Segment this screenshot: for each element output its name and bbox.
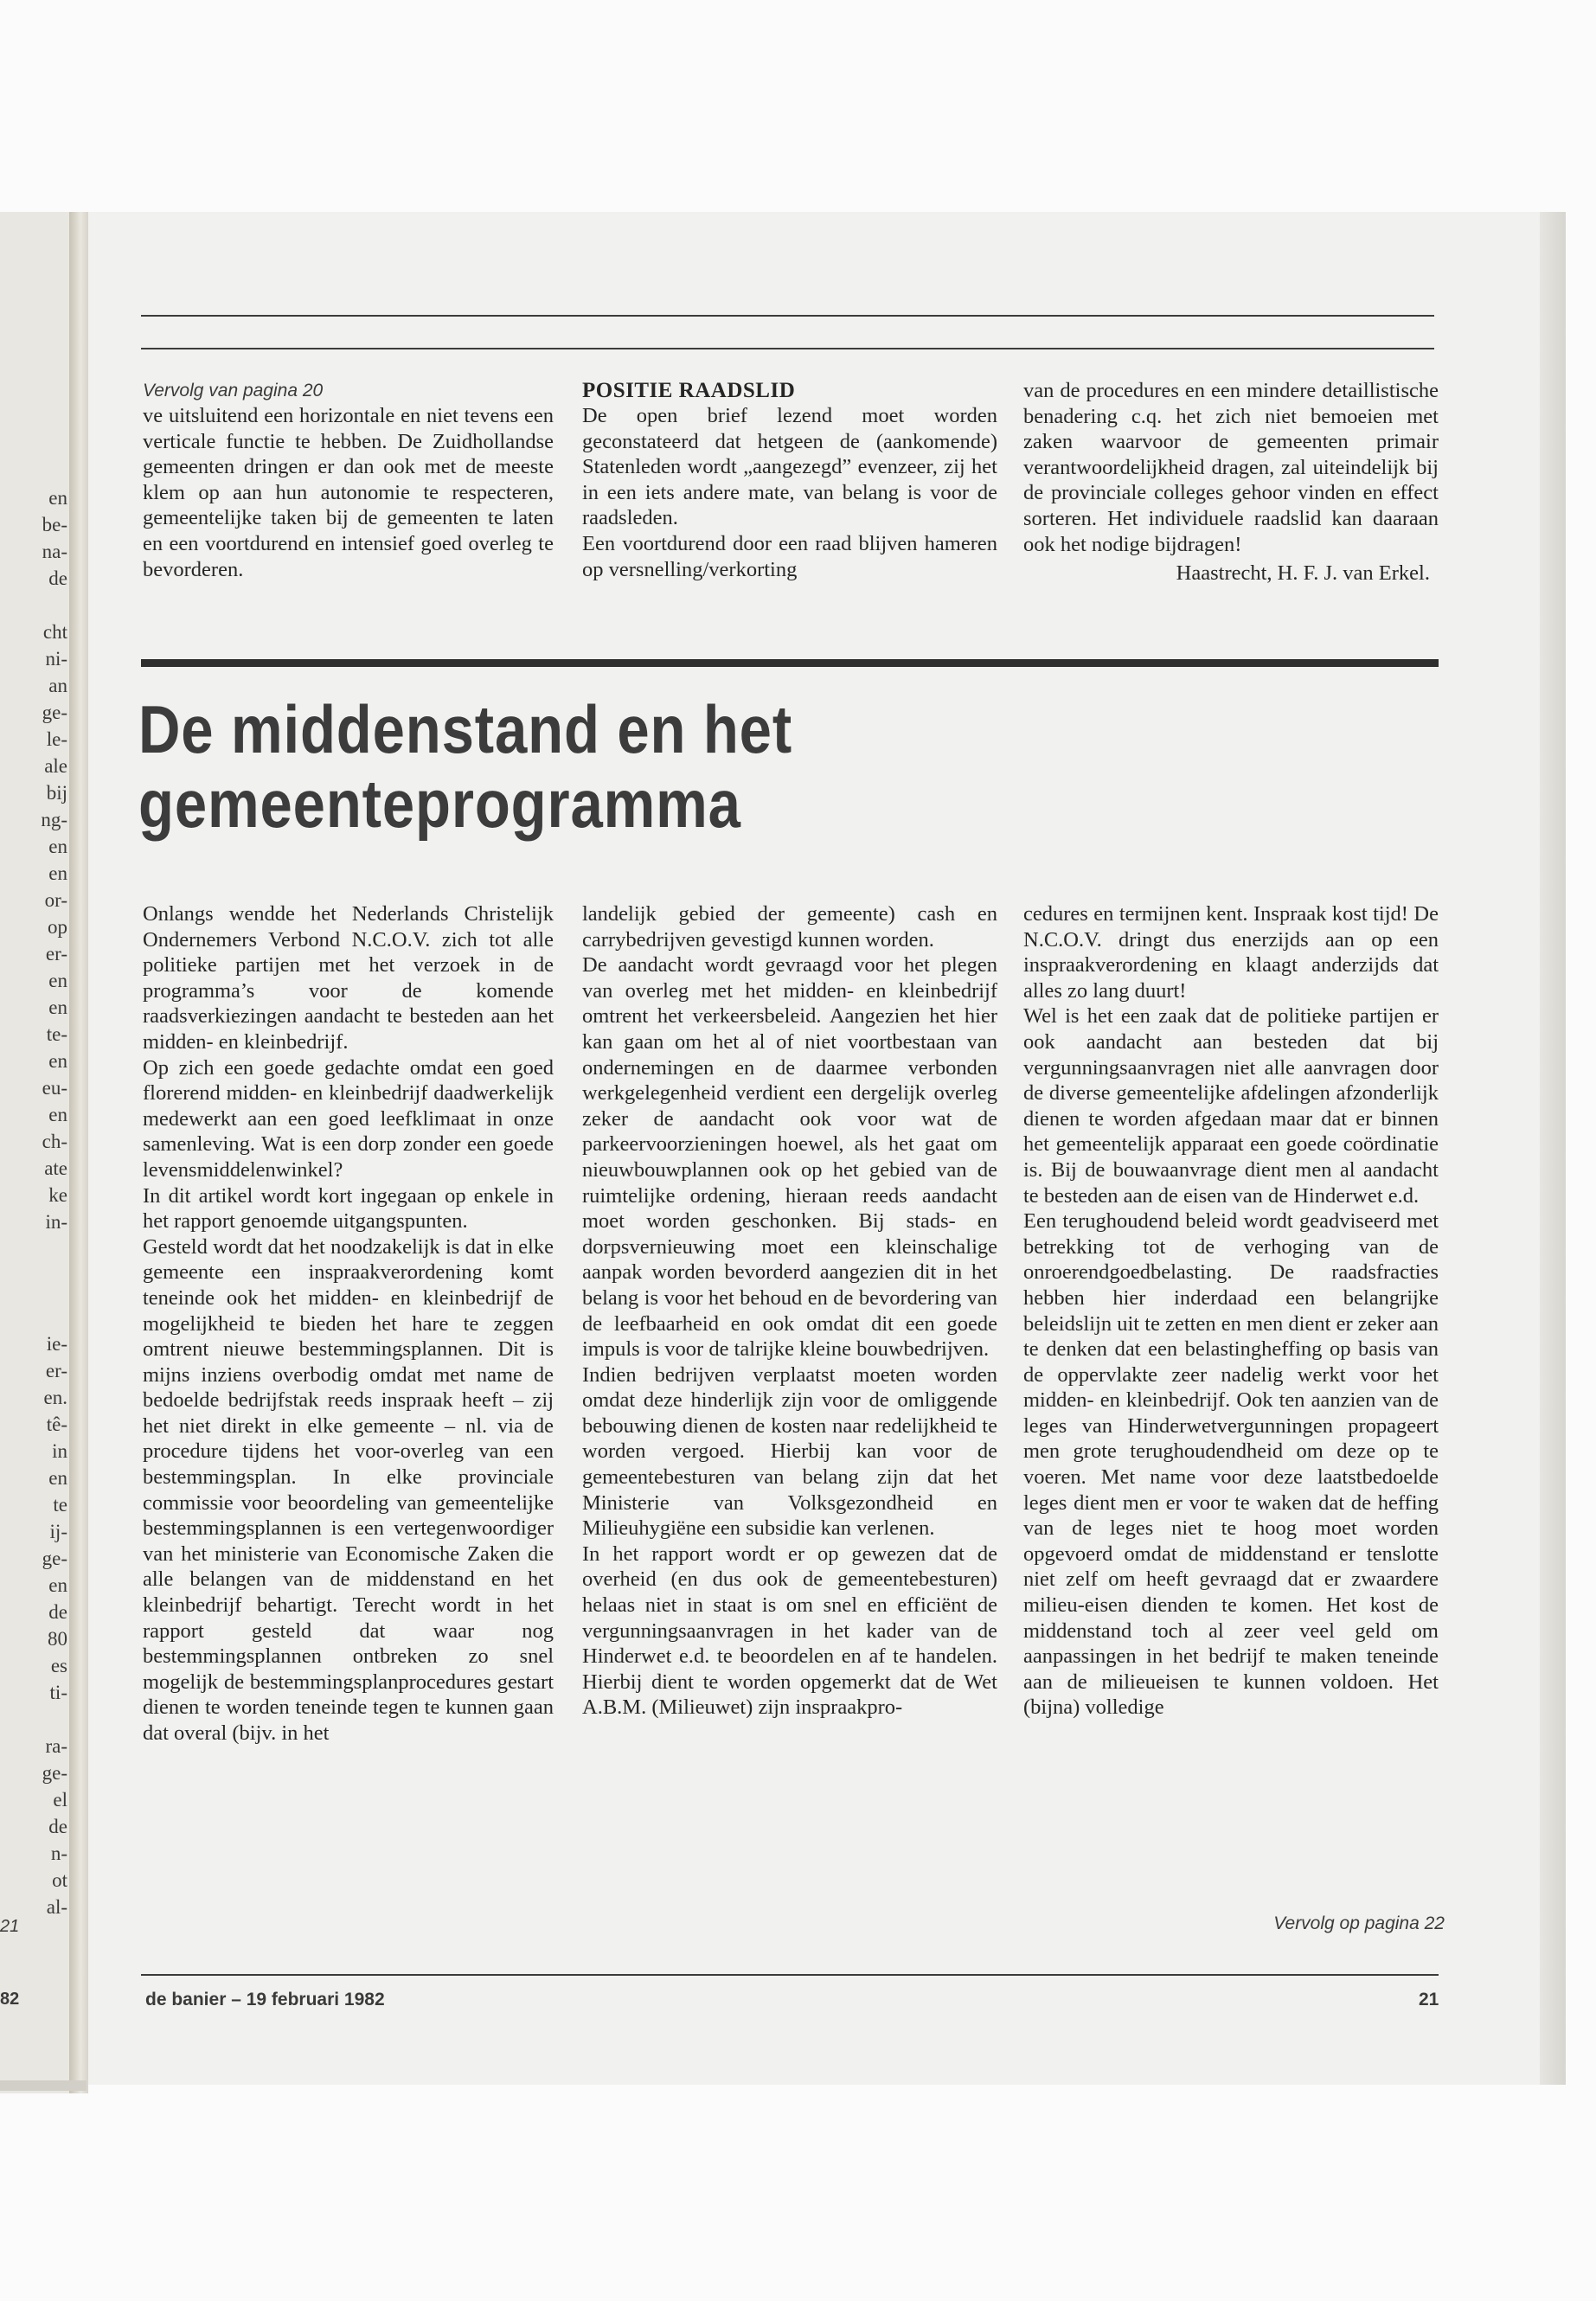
gutter-fragment: be- (42, 514, 67, 535)
footer-rule (141, 1974, 1439, 1976)
top-rule-second (141, 348, 1434, 349)
gutter-fragment: eu- (42, 1077, 67, 1099)
main-article-text-2: landelijk gebied der gemeente) cash en carrybedrijven gevestigd kunnen worden. De aandacht wordt gevraagd voor het plegen van overleg met het midden- en kleinbedrijf omtrent het verkeersbeleid. Aangezien het hier kan gaan om het al of niet voortbestaan van ondernemingen en de daarmee verbonden werkgelegenheid verdient een dergelijk overleg zeker de aandacht ook voor wat de parkeervoorzieningen hoewel, als het gaat om nieuwbouwplannen ook op het gebied van de ruimtelijke ordening, hieraan reeds aandacht moet worden geschonken. Bij stads- en dorpsvernieuwing moet een kleinschalige aanpak worden bevorderd aangezien dit in het belang is voor het behoud en de bevordering van de leefbaarheid en ook omdat dit een goede impuls is voor de talrijke kleine bouwbedrijven. Indien bedrijven verplaatst moeten worden omdat deze hinderlijk zijn voor de omliggende bebouwing dienen de kosten naar redelijkheid te worden vergoed. Hierbij kan voor de gemeentebesturen van belang zijn dat het Ministerie van Volksgezondheid en Milieuhygiëne een subsidie kan verlenen. In het rapport wordt er op gewezen dat de overheid (en dus ook de gemeentebesturen) helaas niet in staat is om snel en efficiënt de vergunningsaanvragen in het kader van de Hinderwet e.d. te beoordelen en af te handelen. Hierbij dient te worden opgemerkt dat de Wet A.B.M. (Milieuwet) zijn inspraakpro- (582, 902, 997, 1720)
gutter-fragment: n- (50, 1843, 67, 1864)
article-headline: De middenstand en het gemeenteprogramma (138, 691, 793, 842)
gutter-fragment: en (48, 1104, 67, 1125)
left-page-bottom-edge (0, 2080, 87, 2091)
left-page-number: 82 (0, 1990, 20, 2009)
left-page-gutter-text-bottom (0, 1330, 67, 1920)
main-article-column-2 (582, 901, 997, 1721)
gutter-fragment: ti- (49, 1682, 67, 1703)
continued-from-note: Vervolg van pagina 20 (143, 381, 324, 401)
gutter-fragment: ie- (46, 1333, 67, 1355)
gutter-fragment: en (48, 862, 67, 884)
gutter-fragment: de (48, 567, 67, 589)
top-article-column-2 (582, 378, 997, 582)
gutter-fragment: an (48, 675, 67, 696)
author-signature: Haastrecht, H. F. J. van Erkel. (1176, 561, 1430, 586)
gutter-fragment: in- (45, 1211, 67, 1233)
gutter-fragment: te- (46, 1023, 67, 1045)
gutter-fragment: ni- (45, 648, 67, 670)
gutter-fragment: te (53, 1494, 67, 1516)
gutter-fragment: er- (45, 943, 67, 965)
gutter-fragment: de (48, 1816, 67, 1837)
gutter-fragment: er- (45, 1360, 67, 1381)
gutter-fragment (0, 1706, 67, 1733)
gutter-fragment: al- (46, 1896, 67, 1918)
gutter-fragment: ate (44, 1157, 67, 1179)
gutter-fragment: op (48, 916, 67, 938)
top-article-text-3: van de procedures en een mindere detaillistische benadering c.q. het zich niet bemoeien met zaken waarvoor de gemeenten primair verantwoordelijkheid dragen, zal uiteindelijk bij de provinciale colleges gehoor vinden en effect sorteren. Het individuele raadslid kan daaraan ook het nodige bijdragen! (1023, 379, 1439, 556)
main-article-column-3 (1023, 901, 1439, 1721)
top-article-column-3 (1023, 378, 1439, 586)
gutter-fragment: na- (42, 541, 67, 562)
gutter-fragment: tê- (46, 1413, 67, 1435)
headline-rule-heavy (141, 659, 1439, 667)
gutter-fragment: in (52, 1440, 67, 1462)
gutter-fragment: en. (43, 1387, 67, 1408)
main-article-column-1 (143, 901, 554, 1747)
top-article-column-1 (143, 378, 554, 582)
gutter-fragment: en (48, 836, 67, 857)
book-spine (69, 212, 88, 2093)
gutter-fragment: de (48, 1601, 67, 1623)
top-rule-thin (141, 315, 1434, 317)
gutter-fragment: ke (48, 1184, 67, 1206)
gutter-fragment: ge- (42, 702, 67, 723)
main-article-text-3: cedures en termijnen kent. Inspraak kost tijd! De N.C.O.V. dringt dus enerzijds aan op een inspraakverordening en klaagt anderzijds dat alles zo lang duurt! Wel is het een zaak dat de politieke partijen er ook aandacht aan besteden dat bij vergunningsaanvragen niet alle aanvragen door de diverse gemeentelijke afdelingen afzonderlijk dienen te worden afgedaan maar dat er binnen het gemeentelijk apparaat een goede coördinatie is. Bij de bouwaanvrage dient men al aandacht te besteden aan de eisen van de Hinderwet e.d. Een terughoudend beleid wordt geadviseerd met betrekking tot de verhoging van de onroerendgoedbelasting. De raadsfracties hebben hier inderdaad een belangrijke beleidslijn uit te zetten en men dient er zeker aan te denken dat een belastingheffing op basis van de oppervlakte zeer nadelig werkt voor het midden- en kleinbedrijf. Ook ten aanzien van de leges van Hinderwetvergunningen propageert men grote terughoudendheid om deze op te voeren. Met name voor deze laatstbedoelde leges dient men er voor te waken dat de heffing van de leges niet te hoog moet worden opgevoerd omdat de middenstand er tenslotte niet zelf om heeft gevraagd dat er zwaardere milieu-eisen dienden te komen. Het kost de middenstand toch al zeer veel geld om aanpassingen in het bedrijf te maken teneinde aan de milieueisen te kunnen voldoen. Het (bijna) volledige (1023, 902, 1439, 1720)
gutter-fragment: el (53, 1789, 67, 1811)
gutter-fragment: en (48, 1050, 67, 1072)
gutter-fragment: le- (46, 728, 67, 750)
gutter-fragment: en (48, 1574, 67, 1596)
gutter-fragment: cht (42, 621, 67, 643)
top-article-text-1: ve uitsluitend een horizontale en niet tevens een verticale functie te hebben. De Zuidhollandse gemeenten dringen er dan ook met de meeste klem op aan hun autonomie te respecteren, gemeentelijke taken bij de gemeenten te laten en een voortdurend en intensief goed overleg te bevorderen. (143, 404, 554, 581)
gutter-fragment: ge- (42, 1548, 67, 1569)
top-article-text-2: De open brief lezend moet worden geconstateerd dat hetgeen de (aankomende) Statenleden wordt „aangezegd” evenzeer, zij het in een iets andere mate, van belang is voor de raadsleden. Een voortdurend door een raad blijven hameren op versnelling/verkorting (582, 404, 997, 581)
gutter-fragment: 80 (48, 1628, 67, 1650)
left-page-jump-number: 21 (0, 1917, 20, 1936)
gutter-fragment (0, 592, 67, 619)
gutter-fragment: es (50, 1655, 67, 1676)
gutter-fragment: en (48, 970, 67, 991)
footer-publication: de banier – 19 februari 1982 (145, 1990, 385, 2009)
gutter-fragment: ge- (42, 1762, 67, 1784)
gutter-fragment: bij (46, 782, 67, 804)
gutter-fragment: ra- (45, 1735, 67, 1757)
page-right-edge (1540, 212, 1566, 2085)
gutter-fragment: en (48, 1467, 67, 1489)
gutter-fragment: or- (44, 889, 67, 911)
gutter-fragment: en (48, 487, 67, 509)
gutter-fragment: ot (52, 1869, 67, 1891)
section-subheading: POSITIE RAADSLID (582, 379, 796, 402)
continued-on-note: Vervolg op pagina 22 (1273, 1913, 1445, 1933)
gutter-fragment: ale (44, 755, 67, 777)
gutter-fragment: ch- (42, 1131, 67, 1152)
left-page-gutter-text-top (0, 484, 67, 1235)
gutter-fragment: en (48, 997, 67, 1018)
gutter-fragment: ng- (41, 809, 67, 830)
page-number: 21 (1419, 1990, 1439, 2009)
main-article-text-1: Onlangs wendde het Nederlands Christelijk Ondernemers Verbond N.C.O.V. zich tot alle politieke partijen met het verzoek in de programma’s voor de komende raadsverkiezingen aandacht te besteden aan het midden- en kleinbedrijf. Op zich een goede gedachte omdat een goed florerend midden- en kleinbedrijf daadwerkelijk medewerkt aan een goed leefklimaat in onze samenleving. Wat is een dorp zonder een goede levensmiddelenwinkel? In dit artikel wordt kort ingegaan op enkele in het rapport genoemde uitgangspunten. Gesteld wordt dat het noodzakelijk is dat in elke gemeente een inspraakverordening komt teneinde ook het midden- en kleinbedrijf de mogelijkheid te bieden het hare te zeggen omtrent nieuwe bestemmingsplannen. Dit is mijns inziens overbodig omdat met name de bedoelde bedrijfstak reeds inspraak heeft – zij het niet direkt in elke gemeente – nl. via de procedure tijdens het voor-overleg van een bestemmingsplan. In elke provinciale commissie voor beoordeling van gemeentelijke bestemmingsplannen is een vertegenwoordiger van het ministerie van Economische Zaken die alle belangen van de middenstand en het kleinbedrijf behartigt. Terecht wordt in het rapport gesteld dat waar nog bestemmingsplannen ontbreken zo snel mogelijk de bestemmingsplanprocedures gestart dienen te worden teneinde tegen te kunnen gaan dat overal (bijv. in het (143, 902, 554, 1745)
gutter-fragment: ij- (49, 1521, 67, 1542)
